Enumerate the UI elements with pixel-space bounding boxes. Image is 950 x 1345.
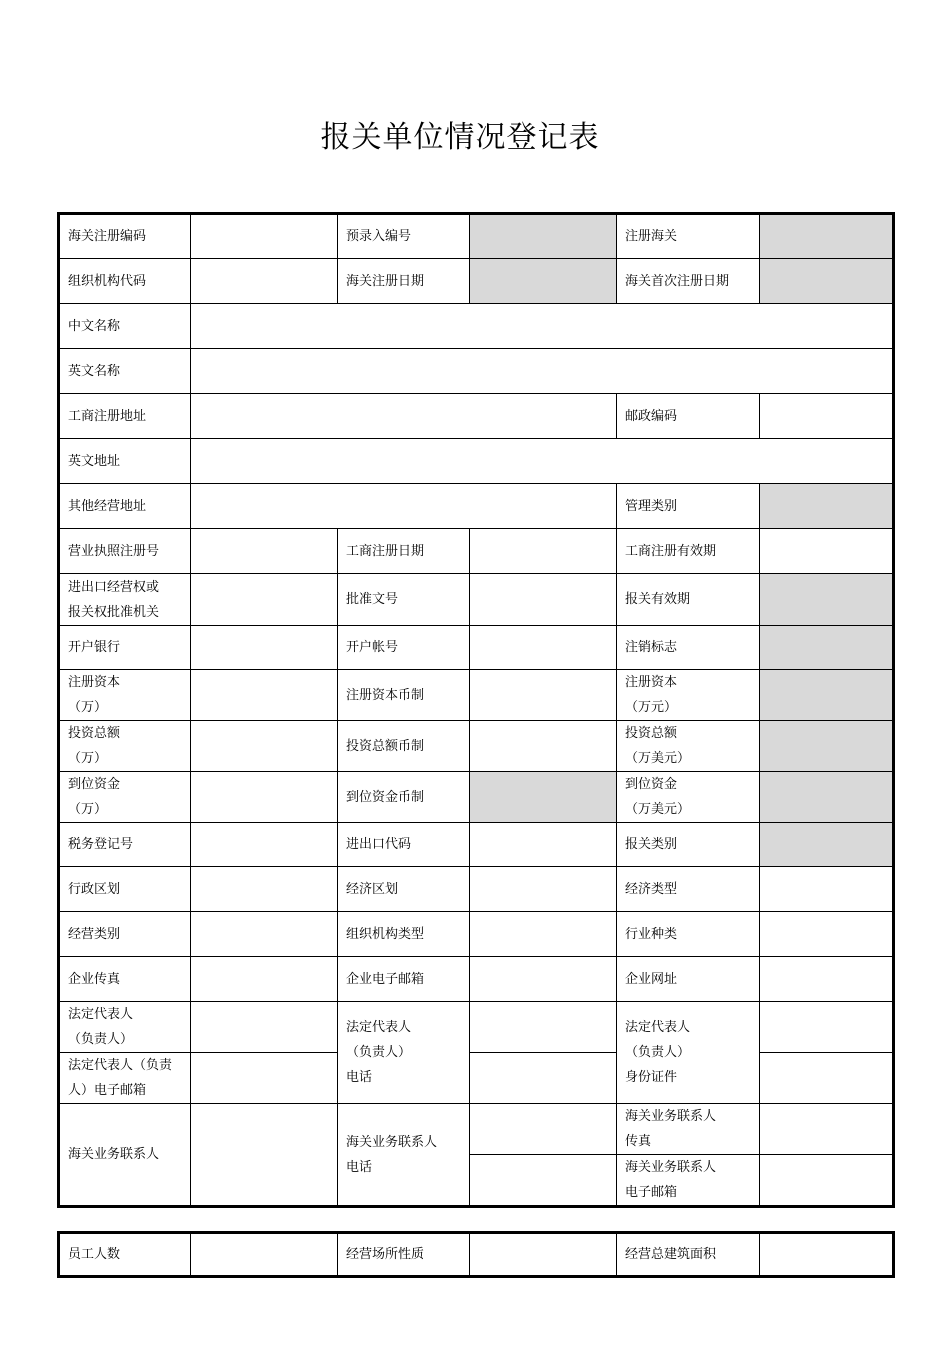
field-label-line: （万元） [625,700,678,715]
field-label [59,670,191,721]
industry-input[interactable] [760,912,894,957]
table-row [59,214,894,259]
legal-rep-input[interactable] [191,1002,338,1053]
pre-entry-number-field [470,214,617,259]
business-validity-input[interactable] [760,529,894,574]
legal-rep-phone-input-2[interactable] [470,1053,617,1104]
field-label: 海关业务联系人 [59,1104,191,1207]
field-label: 注册资本币制 [338,670,470,721]
field-label: 工商注册地址 [59,394,191,439]
field-label-line: 法定代表人 [625,1020,691,1035]
table-row [59,1053,894,1104]
account-number-input[interactable] [470,626,617,670]
employee-count-input[interactable] [191,1233,338,1277]
field-label: 经济类型 [617,867,760,912]
fax-input[interactable] [191,957,338,1002]
postal-code-input[interactable] [760,394,894,439]
field-label-line: （万美元） [625,802,691,817]
chinese-name-input[interactable] [191,304,894,349]
field-label-line: 传真 [625,1134,652,1149]
table-row [59,574,894,626]
supplementary-table [57,1231,895,1278]
field-label: 经营场所性质 [338,1233,470,1277]
premises-nature-input[interactable] [470,1233,617,1277]
registered-customs-field [760,214,894,259]
field-label: 企业网址 [617,957,760,1002]
registration-table [57,212,895,1208]
english-name-input[interactable] [191,349,894,394]
field-label: 经济区划 [338,867,470,912]
field-label-line: 报关权批准机关 [68,604,160,620]
legal-rep-email-input[interactable] [191,1053,338,1104]
field-label [617,772,760,823]
field-label-line: 法定代表人 [68,1007,134,1022]
table-row [59,772,894,823]
table-row [59,867,894,912]
approval-authority-input[interactable] [191,574,338,626]
field-label: 企业传真 [59,957,191,1002]
field-label: 企业电子邮箱 [338,957,470,1002]
bank-input[interactable] [191,626,338,670]
field-label-line: （万） [68,802,108,817]
field-label: 其他经营地址 [59,484,191,529]
field-label [59,1053,191,1104]
field-label-line: 海关业务联系人 [625,1160,717,1175]
field-label: 经营类别 [59,912,191,957]
field-label: 工商注册有效期 [617,529,760,574]
economic-zone-input[interactable] [470,867,617,912]
legal-rep-id-number-input[interactable] [760,1053,894,1104]
field-label [338,1104,470,1207]
paid-in-capital-input[interactable] [191,772,338,823]
field-label-line: 进出口经营权或 [68,579,160,595]
customs-code-input[interactable] [191,214,338,259]
table-row [59,394,894,439]
legal-rep-phone-input[interactable] [470,1002,617,1053]
business-registration-date-input[interactable] [470,529,617,574]
field-label-line: （负责人） [625,1045,691,1060]
field-label: 海关注册日期 [338,259,470,304]
field-label [617,721,760,772]
business-category-input[interactable] [191,912,338,957]
field-label: 行政区划 [59,867,191,912]
field-label-line: （负责人） [346,1045,412,1060]
first-registration-date-field [760,259,894,304]
table-row [59,1002,894,1053]
field-label [617,670,760,721]
field-label-line: 人）电子邮箱 [68,1083,147,1098]
customs-contact-input[interactable] [191,1104,338,1207]
field-label: 注册海关 [617,214,760,259]
email-input[interactable] [470,957,617,1002]
field-label: 到位资金币制 [338,772,470,823]
field-label: 批准文号 [338,574,470,626]
field-label-line: 海关业务联系人 [625,1109,717,1124]
field-label: 经营总建筑面积 [617,1233,760,1277]
contact-fax-input[interactable] [760,1104,894,1155]
field-label-line: 到位资金 [68,777,121,792]
org-type-input[interactable] [470,912,617,957]
field-label: 报关类别 [617,823,760,867]
field-label: 报关有效期 [617,574,760,626]
website-input[interactable] [760,957,894,1002]
field-label: 英文名称 [59,349,191,394]
cancellation-flag-field [760,626,894,670]
contact-phone-input[interactable] [470,1104,617,1155]
field-label: 英文地址 [59,439,191,484]
contact-phone-input-2[interactable] [470,1155,617,1207]
english-address-input[interactable] [191,439,894,484]
field-label: 工商注册日期 [338,529,470,574]
field-label: 员工人数 [59,1233,191,1277]
table-row [59,484,894,529]
field-label [338,1002,470,1104]
table-row [59,259,894,304]
table-row [59,823,894,867]
table-row [59,304,894,349]
field-label-line: 身份证件 [625,1070,678,1085]
field-label: 邮政编码 [617,394,760,439]
capital-currency-input[interactable] [470,670,617,721]
table-row [59,626,894,670]
field-label-line: （万美元） [625,751,691,766]
page-title: 报关单位情况登记表 [320,120,600,155]
table-row [59,957,894,1002]
declaration-validity-field [760,574,894,626]
field-label-line: 电话 [346,1070,373,1085]
table-row [59,912,894,957]
field-label: 开户银行 [59,626,191,670]
field-label-line: （负责人） [68,1032,134,1047]
paid-in-usd-field [760,772,894,823]
field-label-line: 法定代表人 [346,1020,412,1035]
field-label [59,574,191,626]
field-label [617,1155,760,1207]
paid-in-currency-field [470,772,617,823]
table-row [59,529,894,574]
field-label-line: （万） [68,751,108,766]
management-category-field [760,484,894,529]
field-label [617,1104,760,1155]
field-label-line: 注册资本 [68,675,121,690]
field-label: 行业种类 [617,912,760,957]
field-label-line: 投资总额 [625,726,678,741]
field-label [59,772,191,823]
total-investment-input[interactable] [191,721,338,772]
investment-currency-input[interactable] [470,721,617,772]
field-label-line: 法定代表人（负责 [68,1058,173,1073]
other-address-input[interactable] [191,484,617,529]
floor-area-input[interactable] [760,1233,894,1277]
org-code-input[interactable] [191,259,338,304]
total-investment-usd-field [760,721,894,772]
table-row [59,1233,894,1277]
field-label-line: 电话 [346,1159,373,1175]
field-label: 管理类别 [617,484,760,529]
field-label: 组织机构代码 [59,259,191,304]
field-label: 营业执照注册号 [59,529,191,574]
table-row [59,349,894,394]
declaration-category-field [760,823,894,867]
license-number-input[interactable] [191,529,338,574]
import-export-code-input[interactable] [470,823,617,867]
field-label: 海关注册编码 [59,214,191,259]
field-label: 开户帐号 [338,626,470,670]
field-label: 组织机构类型 [338,912,470,957]
field-label: 进出口代码 [338,823,470,867]
admin-division-input[interactable] [191,867,338,912]
registered-capital-cny-field [760,670,894,721]
table-row [59,721,894,772]
field-label: 税务登记号 [59,823,191,867]
field-label-line: 电子邮箱 [625,1185,678,1200]
field-label: 中文名称 [59,304,191,349]
contact-email-input[interactable] [760,1155,894,1207]
field-label [59,721,191,772]
field-label [617,1002,760,1104]
registered-capital-input[interactable] [191,670,338,721]
table-row [59,1104,894,1155]
customs-registration-date-field [470,259,617,304]
field-label-line: （万） [68,700,108,715]
table-row [59,670,894,721]
business-address-input[interactable] [191,394,617,439]
field-label-line: 注册资本 [625,675,678,690]
legal-rep-id-type-input[interactable] [760,1002,894,1053]
field-label-line: 投资总额 [68,726,121,741]
field-label-line: 到位资金 [625,777,678,792]
field-label [59,1002,191,1053]
approval-number-input[interactable] [470,574,617,626]
economic-type-input[interactable] [760,867,894,912]
field-label: 预录入编号 [338,214,470,259]
field-label: 海关首次注册日期 [617,259,760,304]
table-row [59,439,894,484]
tax-registration-input[interactable] [191,823,338,867]
field-label: 投资总额币制 [338,721,470,772]
field-label-line: 海关业务联系人 [346,1134,438,1150]
field-label: 注销标志 [617,626,760,670]
